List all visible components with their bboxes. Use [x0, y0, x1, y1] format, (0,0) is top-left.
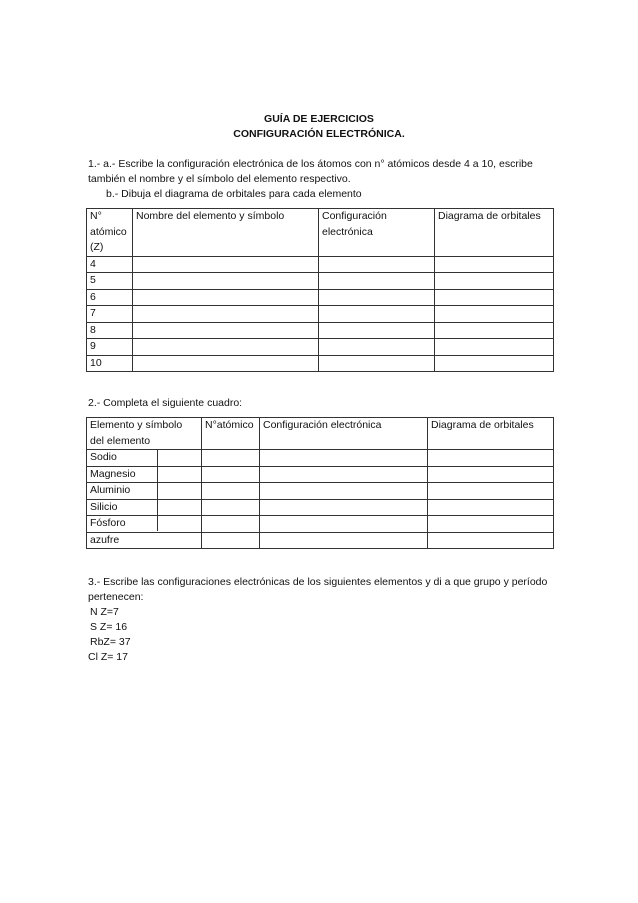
q3-item: Cl Z= 17	[88, 651, 128, 663]
table-row	[87, 532, 554, 549]
q3-line1: 3.- Escribe las configuraciones electrónicas de los siguientes elementos y di a que grupo y período	[88, 576, 548, 588]
empty-cell	[260, 532, 428, 549]
empty-cell	[202, 499, 260, 516]
empty-cell	[202, 450, 260, 467]
empty-cell	[260, 499, 428, 516]
empty-cell	[202, 532, 260, 549]
table-row	[87, 256, 554, 273]
row-label: 7	[87, 306, 133, 323]
empty-cell	[260, 466, 428, 483]
empty-cell	[435, 339, 554, 356]
header-cell: Elemento y símbolo del elemento	[87, 418, 202, 450]
empty-cell	[202, 466, 260, 483]
q2-line1: 2.- Completa el siguiente cuadro:	[88, 397, 243, 409]
header-cell: Diagrama de orbitales	[435, 209, 554, 257]
empty-cell	[260, 516, 428, 533]
empty-cell	[319, 339, 435, 356]
empty-cell	[133, 322, 319, 339]
page-subtitle: CONFIGURACIÓN ELECTRÓNICA.	[233, 128, 405, 140]
empty-cell	[202, 516, 260, 533]
empty-cell	[319, 256, 435, 273]
empty-cell	[133, 306, 319, 323]
header-cell: N° atómico (Z)	[87, 209, 133, 257]
empty-cell	[319, 306, 435, 323]
row-label: 9	[87, 339, 133, 356]
header-cell: Configuración electrónica	[319, 209, 435, 257]
empty-cell	[319, 355, 435, 372]
empty-cell	[435, 256, 554, 273]
header-cell: N°atómico	[202, 418, 260, 450]
page-title: GUÍA DE EJERCICIOS	[264, 113, 374, 125]
empty-cell	[435, 289, 554, 306]
empty-cell	[319, 289, 435, 306]
q3-item: S Z= 16	[90, 621, 128, 633]
empty-cell	[133, 355, 319, 372]
stray-divider-line	[157, 449, 158, 531]
empty-cell	[435, 273, 554, 290]
row-label: azufre	[87, 532, 202, 549]
row-label: Sodio	[87, 450, 202, 467]
row-label: 10	[87, 355, 133, 372]
empty-cell	[435, 355, 554, 372]
empty-cell	[133, 256, 319, 273]
q1-table	[86, 208, 554, 372]
header-cell: Nombre del elemento y símbolo	[133, 209, 319, 257]
row-label: 5	[87, 273, 133, 290]
empty-cell	[428, 466, 554, 483]
empty-cell	[133, 273, 319, 290]
table-row	[87, 322, 554, 339]
empty-cell	[428, 516, 554, 533]
q1-line1: 1.- a.- Escribe la configuración electrónica de los átomos con n° atómicos desde 4 a 10, escribe	[88, 158, 533, 170]
table-header-row	[87, 209, 554, 257]
empty-cell	[428, 532, 554, 549]
row-label: Silicio	[87, 499, 202, 516]
empty-cell	[319, 273, 435, 290]
empty-cell	[133, 339, 319, 356]
empty-cell	[435, 306, 554, 323]
table-row	[87, 355, 554, 372]
header-cell: Configuración electrónica	[260, 418, 428, 450]
empty-cell	[260, 450, 428, 467]
table-row	[87, 306, 554, 323]
empty-cell	[133, 289, 319, 306]
table-header-row	[87, 418, 554, 450]
q1-line2: también el nombre y el símbolo del elemento respectivo.	[88, 173, 351, 185]
empty-cell	[428, 483, 554, 500]
empty-cell	[260, 483, 428, 500]
table-row	[87, 339, 554, 356]
empty-cell	[202, 483, 260, 500]
q3-line2: pertenecen:	[88, 591, 144, 603]
row-label: 8	[87, 322, 133, 339]
header-cell: Diagrama de orbitales	[428, 418, 554, 450]
row-label: 4	[87, 256, 133, 273]
q3-item: N Z=7	[90, 606, 119, 618]
q1-line3: b.- Dibuja el diagrama de orbitales para cada elemento	[106, 188, 362, 200]
row-label: 6	[87, 289, 133, 306]
row-label: Magnesio	[87, 466, 202, 483]
empty-cell	[435, 322, 554, 339]
row-label: Fósforo	[87, 516, 202, 533]
empty-cell	[428, 450, 554, 467]
empty-cell	[428, 499, 554, 516]
q3-item: RbZ= 37	[90, 636, 131, 648]
table-row	[87, 273, 554, 290]
empty-cell	[319, 322, 435, 339]
row-label: Aluminio	[87, 483, 202, 500]
table-row	[87, 289, 554, 306]
